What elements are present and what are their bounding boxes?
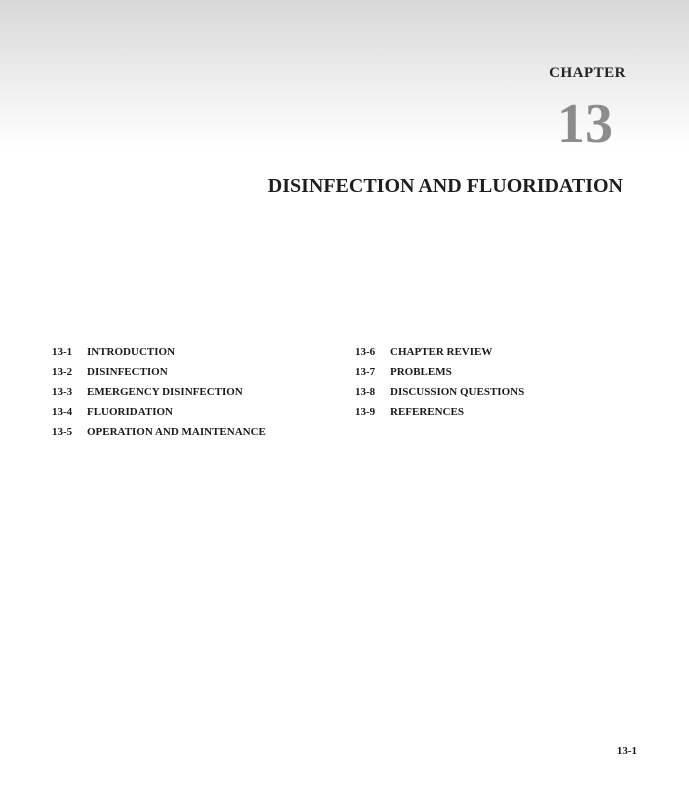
chapter-number: 13	[557, 93, 613, 155]
toc-item	[52, 405, 266, 425]
toc-item-number: 13-1	[52, 346, 73, 358]
toc-item-title: DISINFECTION	[87, 366, 168, 378]
toc-item-title: DISCUSSION QUESTIONS	[390, 386, 525, 398]
toc-item	[52, 345, 266, 365]
toc-item-number: 13-7	[355, 366, 376, 378]
toc-item-number: 13-5	[52, 426, 73, 438]
toc-item-title: PROBLEMS	[390, 366, 452, 378]
toc-item	[52, 385, 266, 405]
toc-item-number: 13-6	[355, 346, 376, 358]
toc-item-title: FLUORIDATION	[87, 406, 173, 418]
toc-item	[355, 385, 524, 405]
toc-item	[355, 345, 524, 365]
toc-left-column	[52, 345, 266, 445]
toc-item-title: INTRODUCTION	[87, 346, 176, 358]
toc-item-title: REFERENCES	[390, 406, 464, 418]
toc-item	[52, 365, 266, 385]
toc-item-number: 13-9	[355, 406, 376, 418]
page-number: 13-1	[616, 745, 637, 757]
toc-right-column	[355, 345, 524, 425]
toc-item-number: 13-4	[52, 406, 73, 418]
toc-item-number: 13-3	[52, 386, 73, 398]
toc-item-title: CHAPTER REVIEW	[390, 346, 493, 358]
toc-item	[355, 405, 524, 425]
toc-item-number: 13-2	[52, 366, 73, 378]
toc-item	[52, 425, 266, 445]
toc-item-title: EMERGENCY DISINFECTION	[87, 386, 243, 398]
chapter-label: CHAPTER	[549, 65, 626, 81]
toc-item-number: 13-8	[355, 386, 376, 398]
chapter-title: DISINFECTION AND FLUORIDATION	[267, 175, 623, 197]
toc-item	[355, 365, 524, 385]
toc-item-title: OPERATION AND MAINTENANCE	[87, 426, 266, 438]
